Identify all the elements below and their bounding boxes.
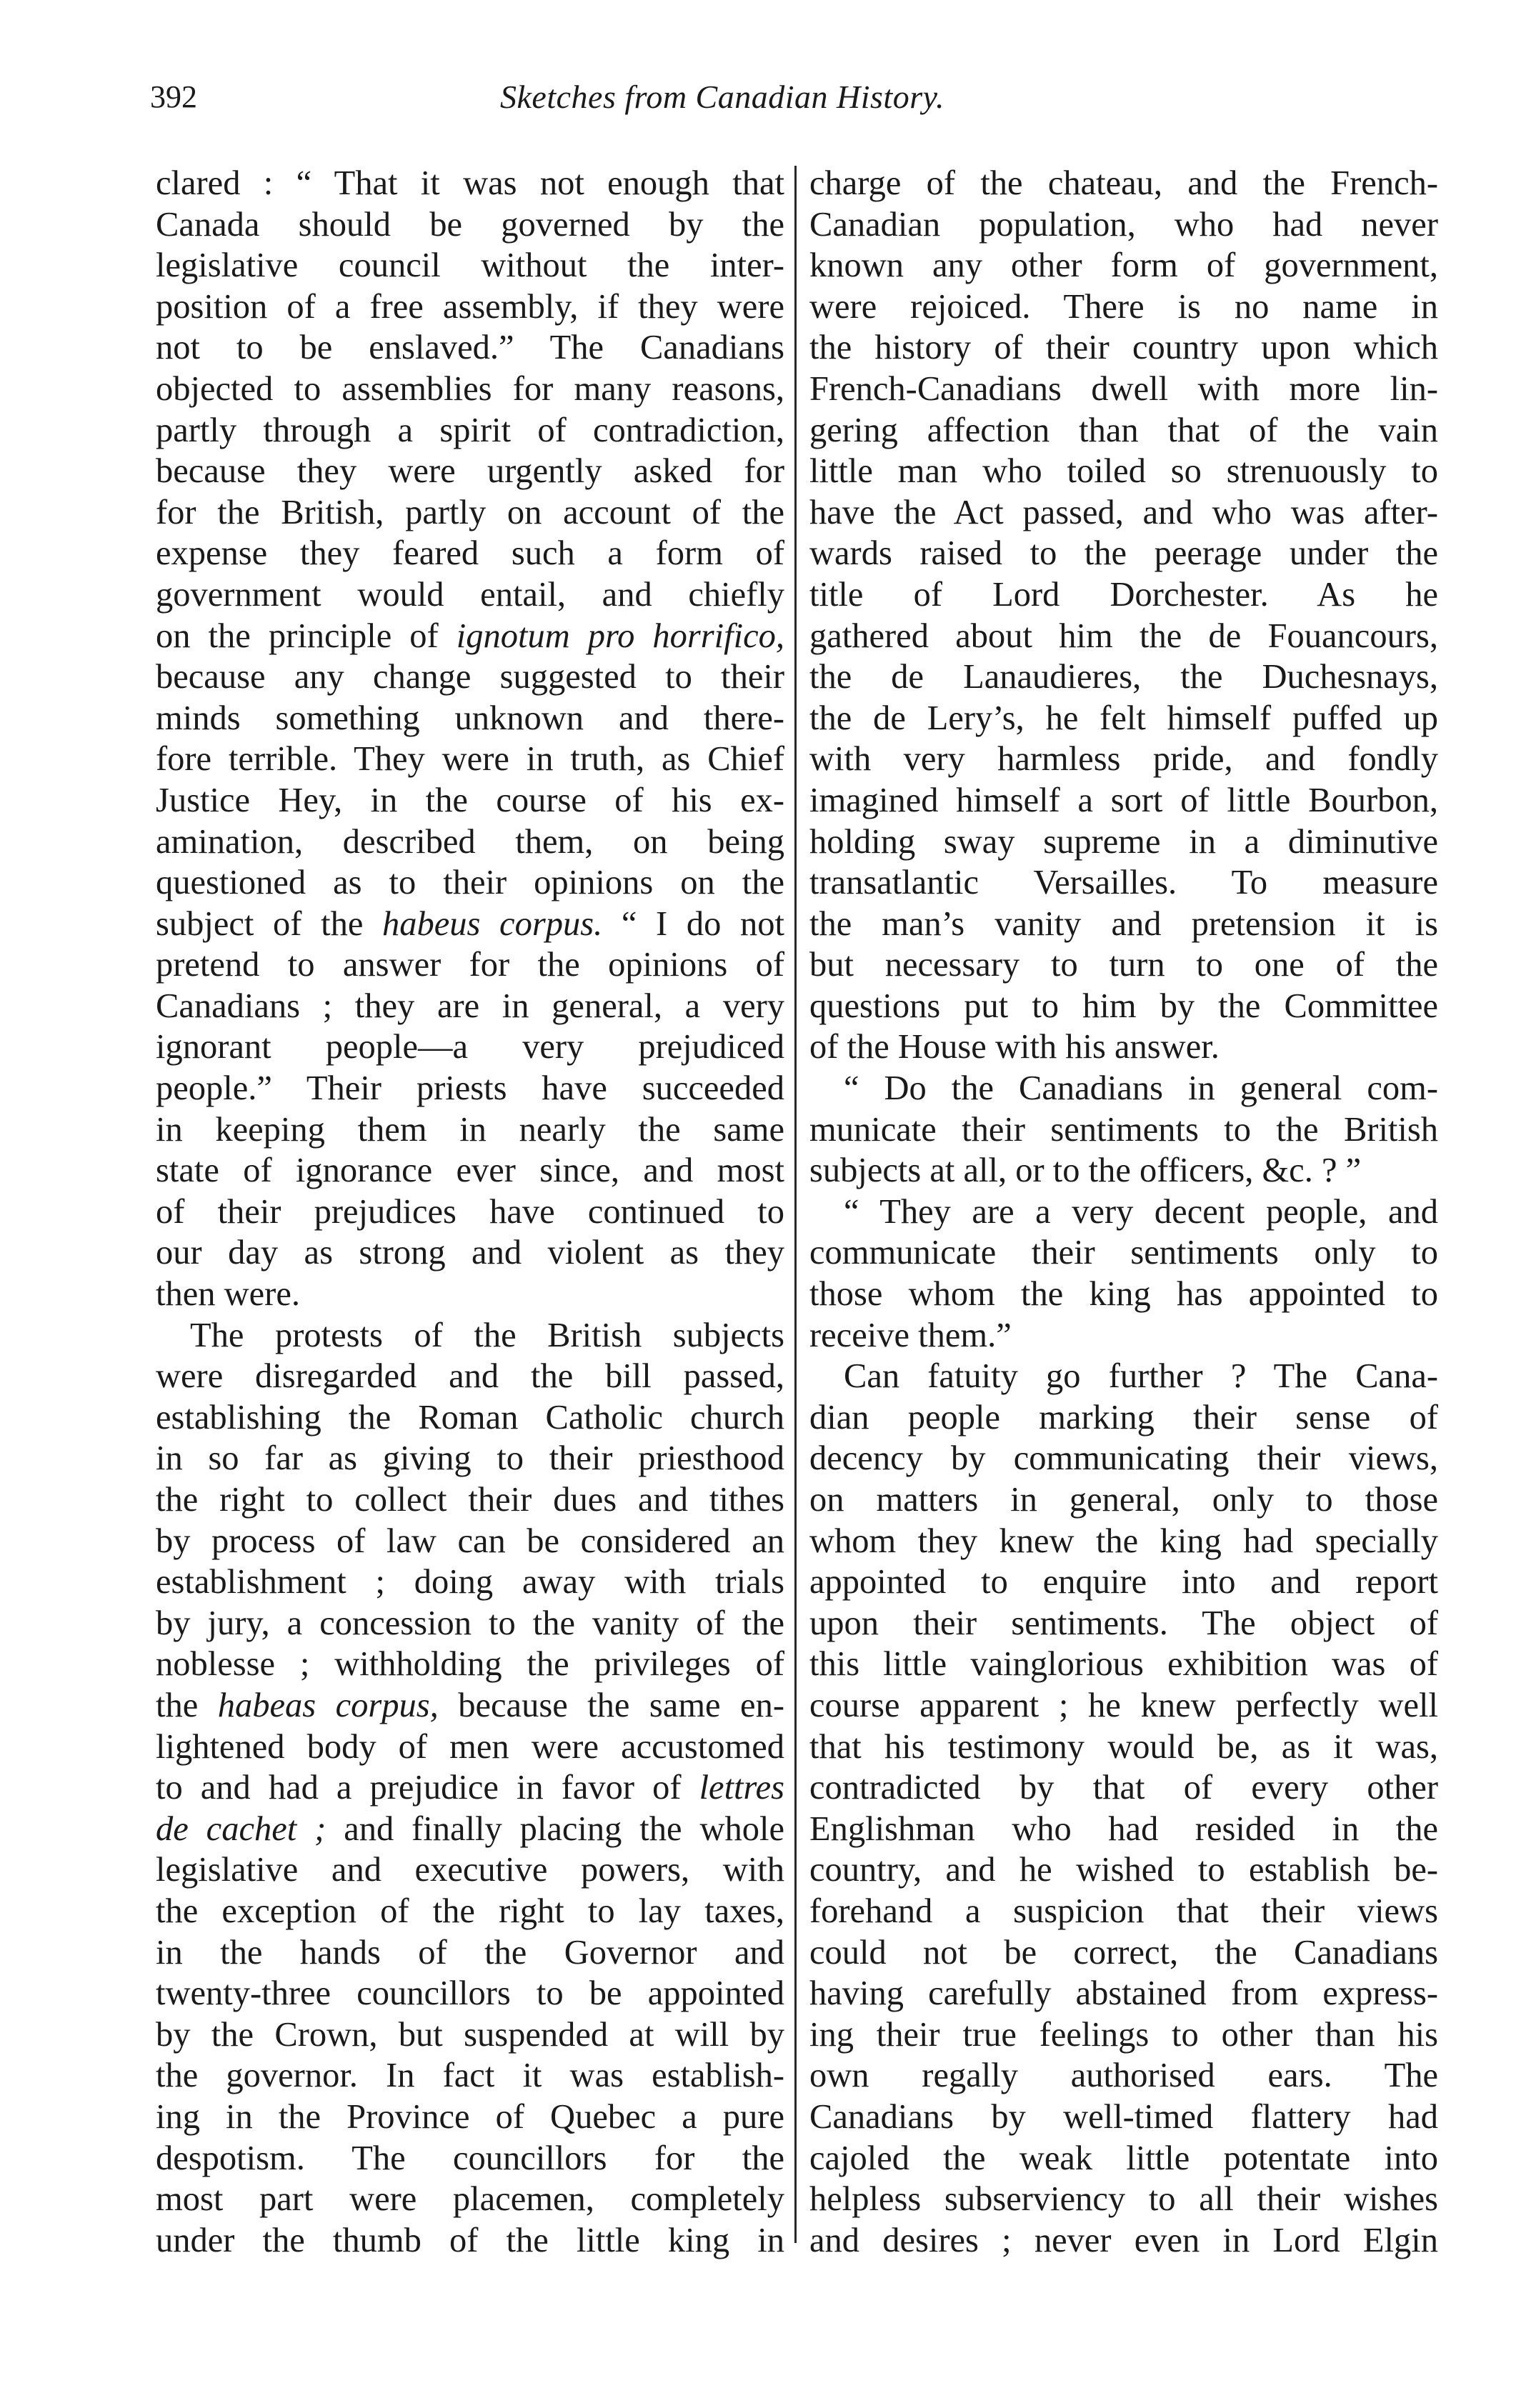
line-text: questions put to him by the Committee bbox=[809, 986, 1438, 1025]
text-line bbox=[156, 1274, 784, 1315]
line-text: by jury, a concession to the vanity of the bbox=[156, 1604, 784, 1642]
text-line bbox=[809, 1274, 1438, 1315]
text-line bbox=[809, 1562, 1438, 1603]
text-line bbox=[156, 2138, 784, 2179]
text-line bbox=[809, 1727, 1438, 1768]
italic-text: de cachet ; bbox=[156, 1809, 326, 1848]
line-text: helpless subserviency to all their wishes bbox=[809, 2180, 1438, 2219]
text-line bbox=[809, 739, 1438, 780]
line-text: minds something unknown and there- bbox=[156, 699, 784, 737]
text-line bbox=[809, 2097, 1438, 2138]
text-line bbox=[809, 698, 1438, 739]
line-text: to and had a prejudice in favor of bbox=[156, 1769, 699, 1807]
line-text: forehand a suspicion that their views bbox=[809, 1892, 1438, 1930]
text-line bbox=[809, 2138, 1438, 2179]
line-text: lightened body of men were accustomed bbox=[156, 1727, 784, 1766]
line-text: subject of the bbox=[156, 904, 382, 943]
line-text: this little vainglorious exhibition was of bbox=[809, 1645, 1438, 1684]
text-line bbox=[809, 1932, 1438, 1974]
text-line bbox=[156, 1891, 784, 1932]
text-line bbox=[809, 2179, 1438, 2220]
text-line bbox=[809, 616, 1438, 657]
text-line bbox=[156, 451, 784, 492]
text-line bbox=[809, 245, 1438, 286]
text-line bbox=[156, 1767, 784, 1809]
line-text: were rejoiced. There is no name in bbox=[809, 287, 1438, 326]
line-text: charge of the chateau, and the French- bbox=[809, 164, 1438, 202]
text-line bbox=[809, 286, 1438, 328]
text-line bbox=[809, 574, 1438, 616]
line-text: of the House with his answer. bbox=[809, 1028, 1220, 1066]
line-text: French-Canadians dwell with more lin- bbox=[809, 369, 1438, 408]
text-line bbox=[809, 1026, 1438, 1068]
italic-text: lettres bbox=[699, 1769, 784, 1807]
text-line bbox=[809, 451, 1438, 492]
line-text: dian people marking their sense of bbox=[809, 1398, 1438, 1437]
line-text: position of a free assembly, if they were bbox=[156, 287, 784, 326]
italic-text: ignotum pro horrifico, bbox=[456, 616, 784, 655]
line-text: government would entail, and chiefly bbox=[156, 575, 784, 614]
line-text: then were. bbox=[156, 1275, 300, 1314]
text-line bbox=[156, 2097, 784, 2138]
text-line bbox=[156, 327, 784, 369]
text-line bbox=[809, 1644, 1438, 1685]
text-line bbox=[809, 369, 1438, 410]
text-line bbox=[809, 1315, 1438, 1357]
line-text: the de Lanaudieres, the Duchesnays, bbox=[809, 658, 1438, 696]
text-line bbox=[156, 2220, 784, 2262]
page-number: 392 bbox=[150, 79, 197, 114]
line-text: people.” Their priests have succeeded bbox=[156, 1069, 784, 1108]
line-text: because the same en- bbox=[438, 1686, 784, 1724]
line-text: Canadians ; they are in general, a very bbox=[156, 986, 784, 1025]
text-line bbox=[809, 1232, 1438, 1274]
line-text: Englishman who had resided in the bbox=[809, 1809, 1438, 1848]
line-text: and finally placing the whole bbox=[326, 1809, 784, 1848]
text-line bbox=[809, 862, 1438, 904]
line-text: and desires ; never even in Lord Elgin bbox=[809, 2221, 1438, 2259]
line-text: the de Lery’s, he felt himself puffed up bbox=[809, 699, 1438, 737]
text-line bbox=[809, 1891, 1438, 1932]
line-text: holding sway supreme in a diminutive bbox=[809, 822, 1438, 861]
text-line bbox=[809, 1191, 1438, 1233]
text-line bbox=[809, 1356, 1438, 1397]
line-text: contradicted by that of every other bbox=[809, 1769, 1438, 1807]
text-line bbox=[809, 1521, 1438, 1562]
italic-text: habeus corpus. bbox=[382, 904, 603, 943]
line-text: but necessary to turn to one of the bbox=[809, 946, 1438, 984]
line-text: ing their true feelings to other than his bbox=[809, 2015, 1438, 2054]
text-line bbox=[156, 904, 784, 945]
line-text: could not be correct, the Canadians bbox=[809, 1933, 1438, 1972]
text-line bbox=[156, 1315, 784, 1357]
line-text: were disregarded and the bill passed, bbox=[156, 1357, 784, 1396]
text-line bbox=[156, 1356, 784, 1397]
line-text: noblesse ; withholding the privileges of bbox=[156, 1645, 784, 1684]
line-text: little man who toiled so strenuously to bbox=[809, 452, 1438, 491]
line-text: “ They are a very decent people, and bbox=[844, 1192, 1438, 1231]
line-text: communicate their sentiments only to bbox=[809, 1234, 1438, 1272]
text-line bbox=[156, 1191, 784, 1233]
line-text: the right to collect their dues and tithes bbox=[156, 1481, 784, 1519]
text-line bbox=[156, 698, 784, 739]
text-line bbox=[156, 862, 784, 904]
text-line bbox=[156, 533, 784, 574]
text-line bbox=[156, 616, 784, 657]
text-line bbox=[156, 1685, 784, 1727]
text-line bbox=[156, 369, 784, 410]
line-text: for the British, partly on account of the bbox=[156, 493, 784, 531]
line-text: title of Lord Dorchester. As he bbox=[809, 575, 1438, 614]
text-line bbox=[156, 1603, 784, 1644]
text-line bbox=[156, 1397, 784, 1439]
text-line bbox=[156, 1809, 784, 1850]
line-text: twenty-three councillors to be appointed bbox=[156, 1974, 784, 2013]
line-text: expense they feared such a form of bbox=[156, 534, 784, 573]
text-line bbox=[156, 2014, 784, 2056]
text-line bbox=[156, 574, 784, 616]
text-line bbox=[809, 1438, 1438, 1479]
text-line bbox=[809, 204, 1438, 246]
line-text: “ I do not bbox=[602, 904, 784, 943]
line-text: on matters in general, only to those bbox=[809, 1481, 1438, 1519]
line-text: The protests of the British subjects bbox=[190, 1316, 784, 1354]
line-text: partly through a spirit of contradiction, bbox=[156, 411, 784, 449]
text-line bbox=[809, 1809, 1438, 1850]
line-text: ing in the Province of Quebec a pure bbox=[156, 2097, 784, 2136]
line-text: that his testimony would be, as it was, bbox=[809, 1727, 1438, 1766]
line-text: legislative council without the inter- bbox=[156, 246, 784, 285]
line-text: legislative and executive powers, with bbox=[156, 1851, 784, 1889]
text-line bbox=[809, 410, 1438, 451]
text-line bbox=[809, 1973, 1438, 2014]
text-line bbox=[156, 739, 784, 780]
line-text: not to be enslaved.” The Canadians bbox=[156, 329, 784, 367]
line-text: the history of their country upon which bbox=[809, 329, 1438, 367]
line-text: because any change suggested to their bbox=[156, 658, 784, 696]
text-line bbox=[156, 1562, 784, 1603]
text-line bbox=[809, 1397, 1438, 1439]
text-line bbox=[156, 2179, 784, 2220]
text-line bbox=[156, 780, 784, 821]
line-text: having carefully abstained from express- bbox=[809, 1974, 1438, 2013]
line-text: Canadians by well-timed flattery had bbox=[809, 2097, 1438, 2136]
line-text: with very harmless pride, and fondly bbox=[809, 740, 1438, 779]
text-line bbox=[809, 492, 1438, 534]
line-text: subjects at all, or to the officers, &c. ? ” bbox=[809, 1151, 1362, 1190]
line-text: by the Crown, but suspended at will by bbox=[156, 2015, 784, 2054]
line-text: despotism. The councillors for the bbox=[156, 2139, 784, 2177]
text-line bbox=[809, 2220, 1438, 2262]
text-line bbox=[809, 2055, 1438, 2097]
line-text: on the principle of bbox=[156, 616, 457, 655]
text-line bbox=[809, 986, 1438, 1027]
text-line bbox=[156, 986, 784, 1027]
line-text: fore terrible. They were in truth, as Chief bbox=[156, 740, 784, 779]
text-line bbox=[809, 2014, 1438, 2056]
line-text: the exception of the right to lay taxes, bbox=[156, 1892, 784, 1930]
line-text: wards raised to the peerage under the bbox=[809, 534, 1438, 573]
line-text: amination, described them, on being bbox=[156, 822, 784, 861]
line-text: course apparent ; he knew perfectly well bbox=[809, 1686, 1438, 1724]
line-text: most part were placemen, completely bbox=[156, 2180, 784, 2219]
line-text: receive them.” bbox=[809, 1316, 1012, 1354]
text-line bbox=[156, 1026, 784, 1068]
line-text: “ Do the Canadians in general com- bbox=[844, 1069, 1438, 1108]
line-text: clared : “ That it was not enough that bbox=[156, 164, 784, 202]
text-line bbox=[809, 533, 1438, 574]
line-text: imagined himself a sort of little Bourbon, bbox=[809, 781, 1438, 819]
line-text: known any other form of government, bbox=[809, 246, 1438, 285]
line-text: under the thumb of the little king in bbox=[156, 2221, 784, 2259]
text-line bbox=[156, 1644, 784, 1685]
line-text: whom they knew the king had specially bbox=[809, 1522, 1438, 1560]
text-line bbox=[809, 1849, 1438, 1891]
line-text: Canada should be governed by the bbox=[156, 205, 784, 244]
line-text: upon their sentiments. The object of bbox=[809, 1604, 1438, 1642]
line-text: of their prejudices have continued to bbox=[156, 1192, 784, 1231]
line-text: establishment ; doing away with trials bbox=[156, 1563, 784, 1602]
line-text: municate their sentiments to the British bbox=[809, 1110, 1438, 1149]
line-text: transatlantic Versailles. To measure bbox=[809, 864, 1438, 902]
line-text: Justice Hey, in the course of his ex- bbox=[156, 781, 784, 819]
line-text: appointed to enquire into and report bbox=[809, 1563, 1438, 1602]
text-line bbox=[156, 1150, 784, 1191]
text-line bbox=[156, 1932, 784, 1974]
text-line bbox=[809, 904, 1438, 945]
line-text: gathered about him the de Fouancours, bbox=[809, 616, 1438, 655]
text-line bbox=[156, 410, 784, 451]
column-rule bbox=[794, 166, 797, 2243]
text-line bbox=[156, 1438, 784, 1479]
running-head: Sketches from Canadian History. bbox=[500, 79, 944, 115]
line-text: the man’s vanity and pretension it is bbox=[809, 904, 1438, 943]
text-line bbox=[156, 1521, 784, 1562]
line-text: those whom the king has appointed to bbox=[809, 1275, 1438, 1314]
text-line bbox=[156, 245, 784, 286]
line-text: in the hands of the Governor and bbox=[156, 1933, 784, 1972]
text-line bbox=[156, 1727, 784, 1768]
text-line bbox=[156, 2055, 784, 2097]
text-line bbox=[809, 656, 1438, 698]
italic-text: habeas corpus, bbox=[217, 1686, 439, 1724]
text-line bbox=[809, 1068, 1438, 1109]
text-line bbox=[809, 1479, 1438, 1521]
text-line bbox=[156, 492, 784, 534]
line-text: country, and he wished to establish be- bbox=[809, 1851, 1438, 1889]
text-line bbox=[809, 1767, 1438, 1809]
line-text: our day as strong and violent as they bbox=[156, 1234, 784, 1272]
line-text: objected to assemblies for many reasons, bbox=[156, 369, 784, 408]
text-line bbox=[156, 1973, 784, 2014]
line-text: the governor. In fact it was establish- bbox=[156, 2057, 784, 2095]
line-text: Canadian population, who had never bbox=[809, 205, 1438, 244]
text-line bbox=[809, 1603, 1438, 1644]
text-line bbox=[156, 1068, 784, 1109]
text-line bbox=[156, 821, 784, 863]
text-line bbox=[156, 1109, 784, 1151]
line-text: cajoled the weak little potentate into bbox=[809, 2139, 1438, 2177]
text-line bbox=[809, 1685, 1438, 1727]
line-text: decency by communicating their views, bbox=[809, 1439, 1438, 1478]
line-text: gering affection than that of the vain bbox=[809, 411, 1438, 449]
line-text: have the Act passed, and who was after- bbox=[809, 493, 1438, 531]
line-text: because they were urgently asked for bbox=[156, 452, 784, 491]
line-text: pretend to answer for the opinions of bbox=[156, 946, 784, 984]
line-text: own regally authorised ears. The bbox=[809, 2057, 1438, 2095]
left-column bbox=[156, 163, 784, 2261]
line-text: ignorant people—a very prejudiced bbox=[156, 1028, 784, 1066]
text-line bbox=[809, 1109, 1438, 1151]
text-line bbox=[156, 1232, 784, 1274]
line-text: the bbox=[156, 1686, 218, 1724]
line-text: in keeping them in nearly the same bbox=[156, 1110, 784, 1149]
right-column bbox=[809, 163, 1438, 2261]
text-line bbox=[809, 821, 1438, 863]
line-text: establishing the Roman Catholic church bbox=[156, 1398, 784, 1437]
text-line bbox=[809, 1150, 1438, 1191]
line-text: Can fatuity go further ? The Cana- bbox=[844, 1357, 1438, 1396]
text-line bbox=[809, 327, 1438, 369]
text-line bbox=[809, 780, 1438, 821]
line-text: questioned as to their opinions on the bbox=[156, 864, 784, 902]
text-line bbox=[156, 656, 784, 698]
text-line bbox=[156, 944, 784, 986]
line-text: by process of law can be considered an bbox=[156, 1522, 784, 1560]
text-line bbox=[156, 204, 784, 246]
line-text: in so far as giving to their priesthood bbox=[156, 1439, 784, 1478]
text-line bbox=[809, 163, 1438, 204]
text-line bbox=[156, 1849, 784, 1891]
text-line bbox=[809, 944, 1438, 986]
text-line bbox=[156, 1479, 784, 1521]
text-line bbox=[156, 163, 784, 204]
text-line bbox=[156, 286, 784, 328]
line-text: state of ignorance ever since, and most bbox=[156, 1151, 784, 1190]
